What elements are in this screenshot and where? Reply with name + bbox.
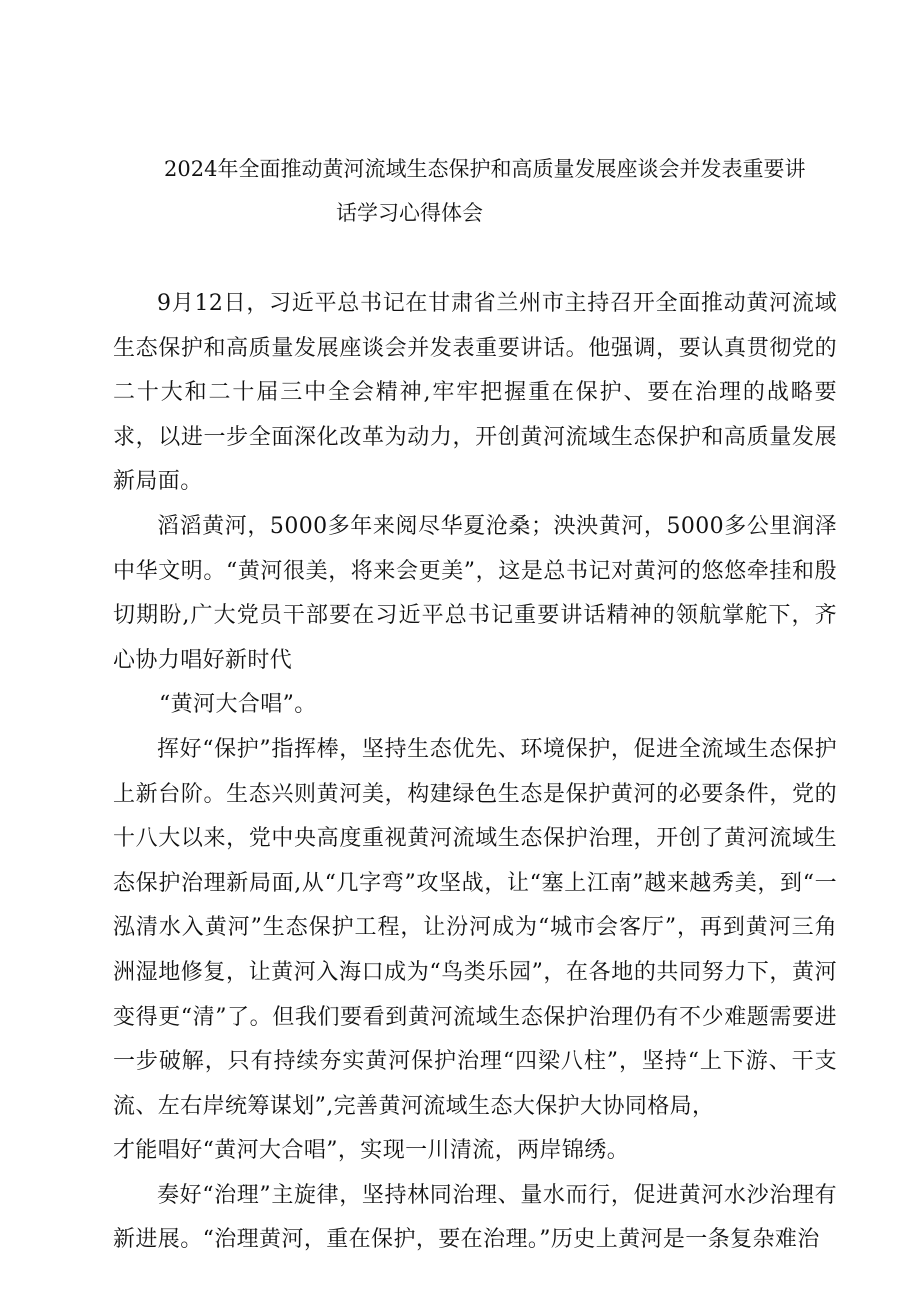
paragraph-1: 9月12日，习近平总书记在甘肃省兰州市主持召开全面推动黄河流域生态保护和高质量发展座谈会并发表重要讲话。他强调，要认真贯彻党的二十大和二十届三中全会精神,牢牢把握重在保护、要在治理的战略要求，以进一步全面深化改革为动力，开创黄河流域生态保护和高质量发展新局面。 (113, 291, 837, 495)
paragraph-3-continuation: 才能唱好“黄河大合唱”，实现一川清流，两岸锦绣。 (113, 1138, 630, 1164)
paragraph-2-continuation: “黄河大合唱”。 (159, 692, 317, 718)
document-title-line-1: 2024年全面推动黄河流域生态保护和高质量发展座谈会并发表重要讲 (164, 157, 806, 181)
paragraph-2: 滔滔黄河，5000多年来阅尽华夏沧桑；泱泱黄河，5000多公里润泽中华文明。“黄河很美，将来会更美”，这是总书记对黄河的悠悠牵挂和殷切期盼,广大党员干部要在习近平总书记重要讲话精神的领航掌舵下，齐心协力唱好新时代 (113, 513, 837, 673)
document-title-line-2: 话学习心得体会 (336, 201, 483, 225)
paragraph-3: 挥好“保护”指挥棒，坚持生态优先、环境保护，促进全流域生态保护上新台阶。生态兴则黄河美，构建绿色生态是保护黄河的必要条件，党的十八大以来，党中央高度重视黄河流域生态保护治理，开创了黄河流域生态保护治理新局面,从“几字弯”攻坚战，让“塞上江南”越来越秀美，到“一泓清水入黄河”生态保护工程，让汾河成为“城市会客厅”，再到黄河三角洲湿地修复，让黄河入海口成为“鸟类乐园”，在各地的共同努力下，黄河变得更“清”了。但我们要看到黄河流域生态保护治理仍有不少难题需要进一步破解，只有持续夯实黄河保护治理“四梁八柱”，坚持“上下游、干支流、左右岸统筹谋划”,完善黄河流域生态大保护大协同格局， (113, 736, 837, 1119)
paragraph-4: 奏好“治理”主旋律，坚持林同治理、量水而行，促进黄河水沙治理有新进展。“治理黄河，重在保护，要在治理。”历史上黄河是一条复杂难治 (113, 1182, 837, 1253)
document-body (113, 282, 837, 1263)
